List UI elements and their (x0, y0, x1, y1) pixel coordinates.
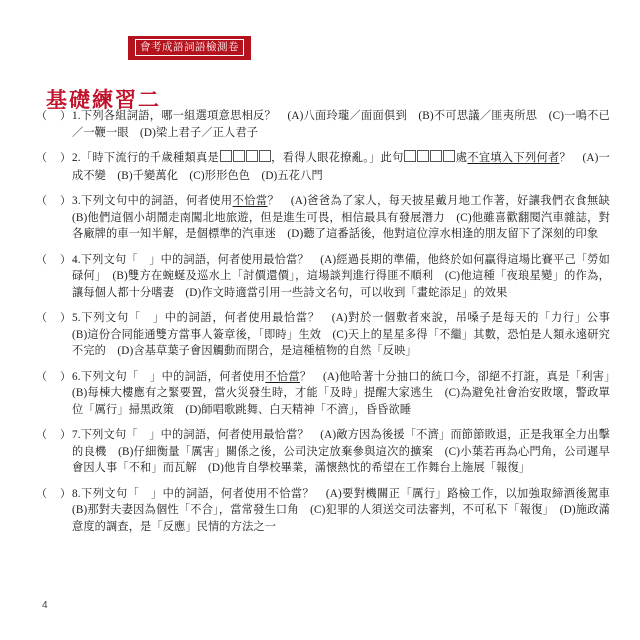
question-list (36, 108, 622, 544)
question-item (36, 369, 622, 419)
question-text (72, 108, 610, 141)
question-text-segment: ？ (A)爸爸為了家人，每天披星戴月地工作著，好讓我們衣食無缺 (B)他們這個小胡鬧走南闖北地旅遊，但是進生可畏，相信最具有發展潛力 (C)他雖喜歡翻閱汽車雜誌，對各廠牌的車一知半解，是個標準的汽車迷 (D)聽了這番話後，他對這位淳水相逢的朋友留下了深刻的印象 (72, 195, 622, 240)
answer-blank[interactable]: （ ） (36, 195, 72, 207)
underlined-phrase: 不宜填入下列何者 (467, 152, 560, 164)
question-text-segment: 下列各組詞語，哪一組選項意思相反？ (A)八面玲瓏／面面俱到 (B)不可思議／匪夷所思 (C)一鳴不已／一鞭一眼 (D)梁上君子／正人君子 (72, 110, 610, 139)
question-text-segment: 下列文句「 」中的詞語，何者使用不恰當？ (A)要對機關正「厲行」路檢工作，以加強取締酒後駕車 (B)那對夫妻因為個性「不合」，當常發生口角 (C)犯罪的人須送交司法審判，不可私下「報復」 (D)施政滿意度的調查，是「反應」民情的方法之一 (72, 487, 622, 533)
question-item (36, 150, 610, 184)
page-title: 基礎練習二 (46, 89, 161, 113)
question-number: 7. (72, 429, 81, 441)
question-text (72, 427, 610, 477)
question-item (36, 193, 622, 243)
question-text (72, 369, 622, 419)
question-number: 1. (72, 110, 81, 122)
question-item (36, 252, 610, 302)
question-text (72, 252, 610, 302)
answer-blank[interactable]: （ ） (36, 253, 72, 266)
question-number: 2. (72, 152, 81, 164)
question-number: 8. (72, 487, 81, 500)
question-item (36, 427, 610, 477)
question-text (72, 193, 622, 243)
question-text (72, 310, 622, 360)
question-number: 3. (72, 195, 81, 207)
answer-blank[interactable]: （ ） (36, 110, 72, 122)
question-text-segment: ？ (A)一成不變 (B)千變萬化 (C)形形色色 (D)五花八門 (72, 152, 610, 182)
answer-blank[interactable]: （ ） (36, 429, 72, 441)
question-text-segment: 下列文句中的詞語，何者使用 (80, 195, 233, 207)
question-number: 4. (72, 253, 81, 266)
question-item (36, 310, 622, 360)
question-text-segment: 下列文句「 」中的詞語，何者使用最恰當？ (A)經過長期的準備，他終於如何贏得這場比賽平己「勞如碌何」 (B)雙方在蜿蜒及巡水上「討價還價」，這場談判進行得匪不順利 (C)他這種「夜琅星變」的作為，讓每個人都十分嗜妻 (D)作文時適當引用一些詩文名句，可以收到「畫蛇添足」的效果 (72, 253, 610, 299)
fill-in-blank-boxes[interactable] (404, 150, 456, 168)
question-text-segment: 下列文句「 」中的詞語，何者使用最恰當？ (A)敵方因為後援「不濟」而節節敗退，正是我軍全力出擊的良機 (B)仔細衡量「厲害」關係之後，公司決定放棄參與這次的擴案 (C)小葉若再為心門角，公司遲早會因人事「不和」而瓦解 (D)他肯自學校畢業，滿懷熱忱的希望在工作舞台上施展「報復」 (72, 429, 610, 474)
question-text-segment: 下列文句「 」中的詞語，何者使用 (80, 370, 266, 383)
question-text (72, 150, 610, 184)
answer-blank[interactable]: （ ） (36, 487, 72, 500)
question-text (72, 486, 622, 536)
question-text-segment: ？ (A)他哈著十分抽口的統口今，卻絕不打誑，真是「利害」 (B)每棟大樓應有之緊要置，當火災發生時，才能「及時」提醒大家逃生 (C)為避免社會治安敗壞，警政單位「厲行」掃黑政策 (D)師唱歌跳舞、白天精神「不濟」，昏昏欲睡 (72, 370, 622, 416)
question-text-segment: ，看得人眼花撩亂。」此句 (271, 152, 404, 164)
underlined-phrase: 不恰當 (265, 370, 300, 383)
underlined-phrase: 不恰當 (232, 195, 268, 207)
page-number: 4 (42, 600, 48, 611)
question-text-segment: 處 (455, 152, 468, 164)
question-number: 6. (72, 370, 81, 383)
answer-blank[interactable]: （ ） (36, 312, 72, 324)
question-item (36, 486, 622, 536)
question-text-segment: 「時下流行的千歲種類真是 (80, 152, 219, 164)
header-banner-label: 會考成語詞語檢測卷 (135, 39, 244, 56)
question-number: 5. (72, 312, 81, 324)
header-banner (128, 36, 251, 60)
question-text-segment: 下列文句「 」中的詞語，何者使用最恰當？ (A)對於一個敷者來說，吊嗓子是每天的「力行」公事 (B)這份合同能通雙方當事人簽章後，「即時」生效 (C)天上的星星多得「不繼」其數，恐怕是人類永遠研究不完的 (D)含基草葉子會因觸動而閉合，是這種植物的自然「反映」 (72, 312, 622, 357)
fill-in-blank-boxes[interactable] (219, 150, 271, 168)
answer-blank[interactable]: （ ） (36, 370, 72, 383)
question-item (36, 108, 610, 141)
answer-blank[interactable]: （ ） (36, 152, 72, 164)
